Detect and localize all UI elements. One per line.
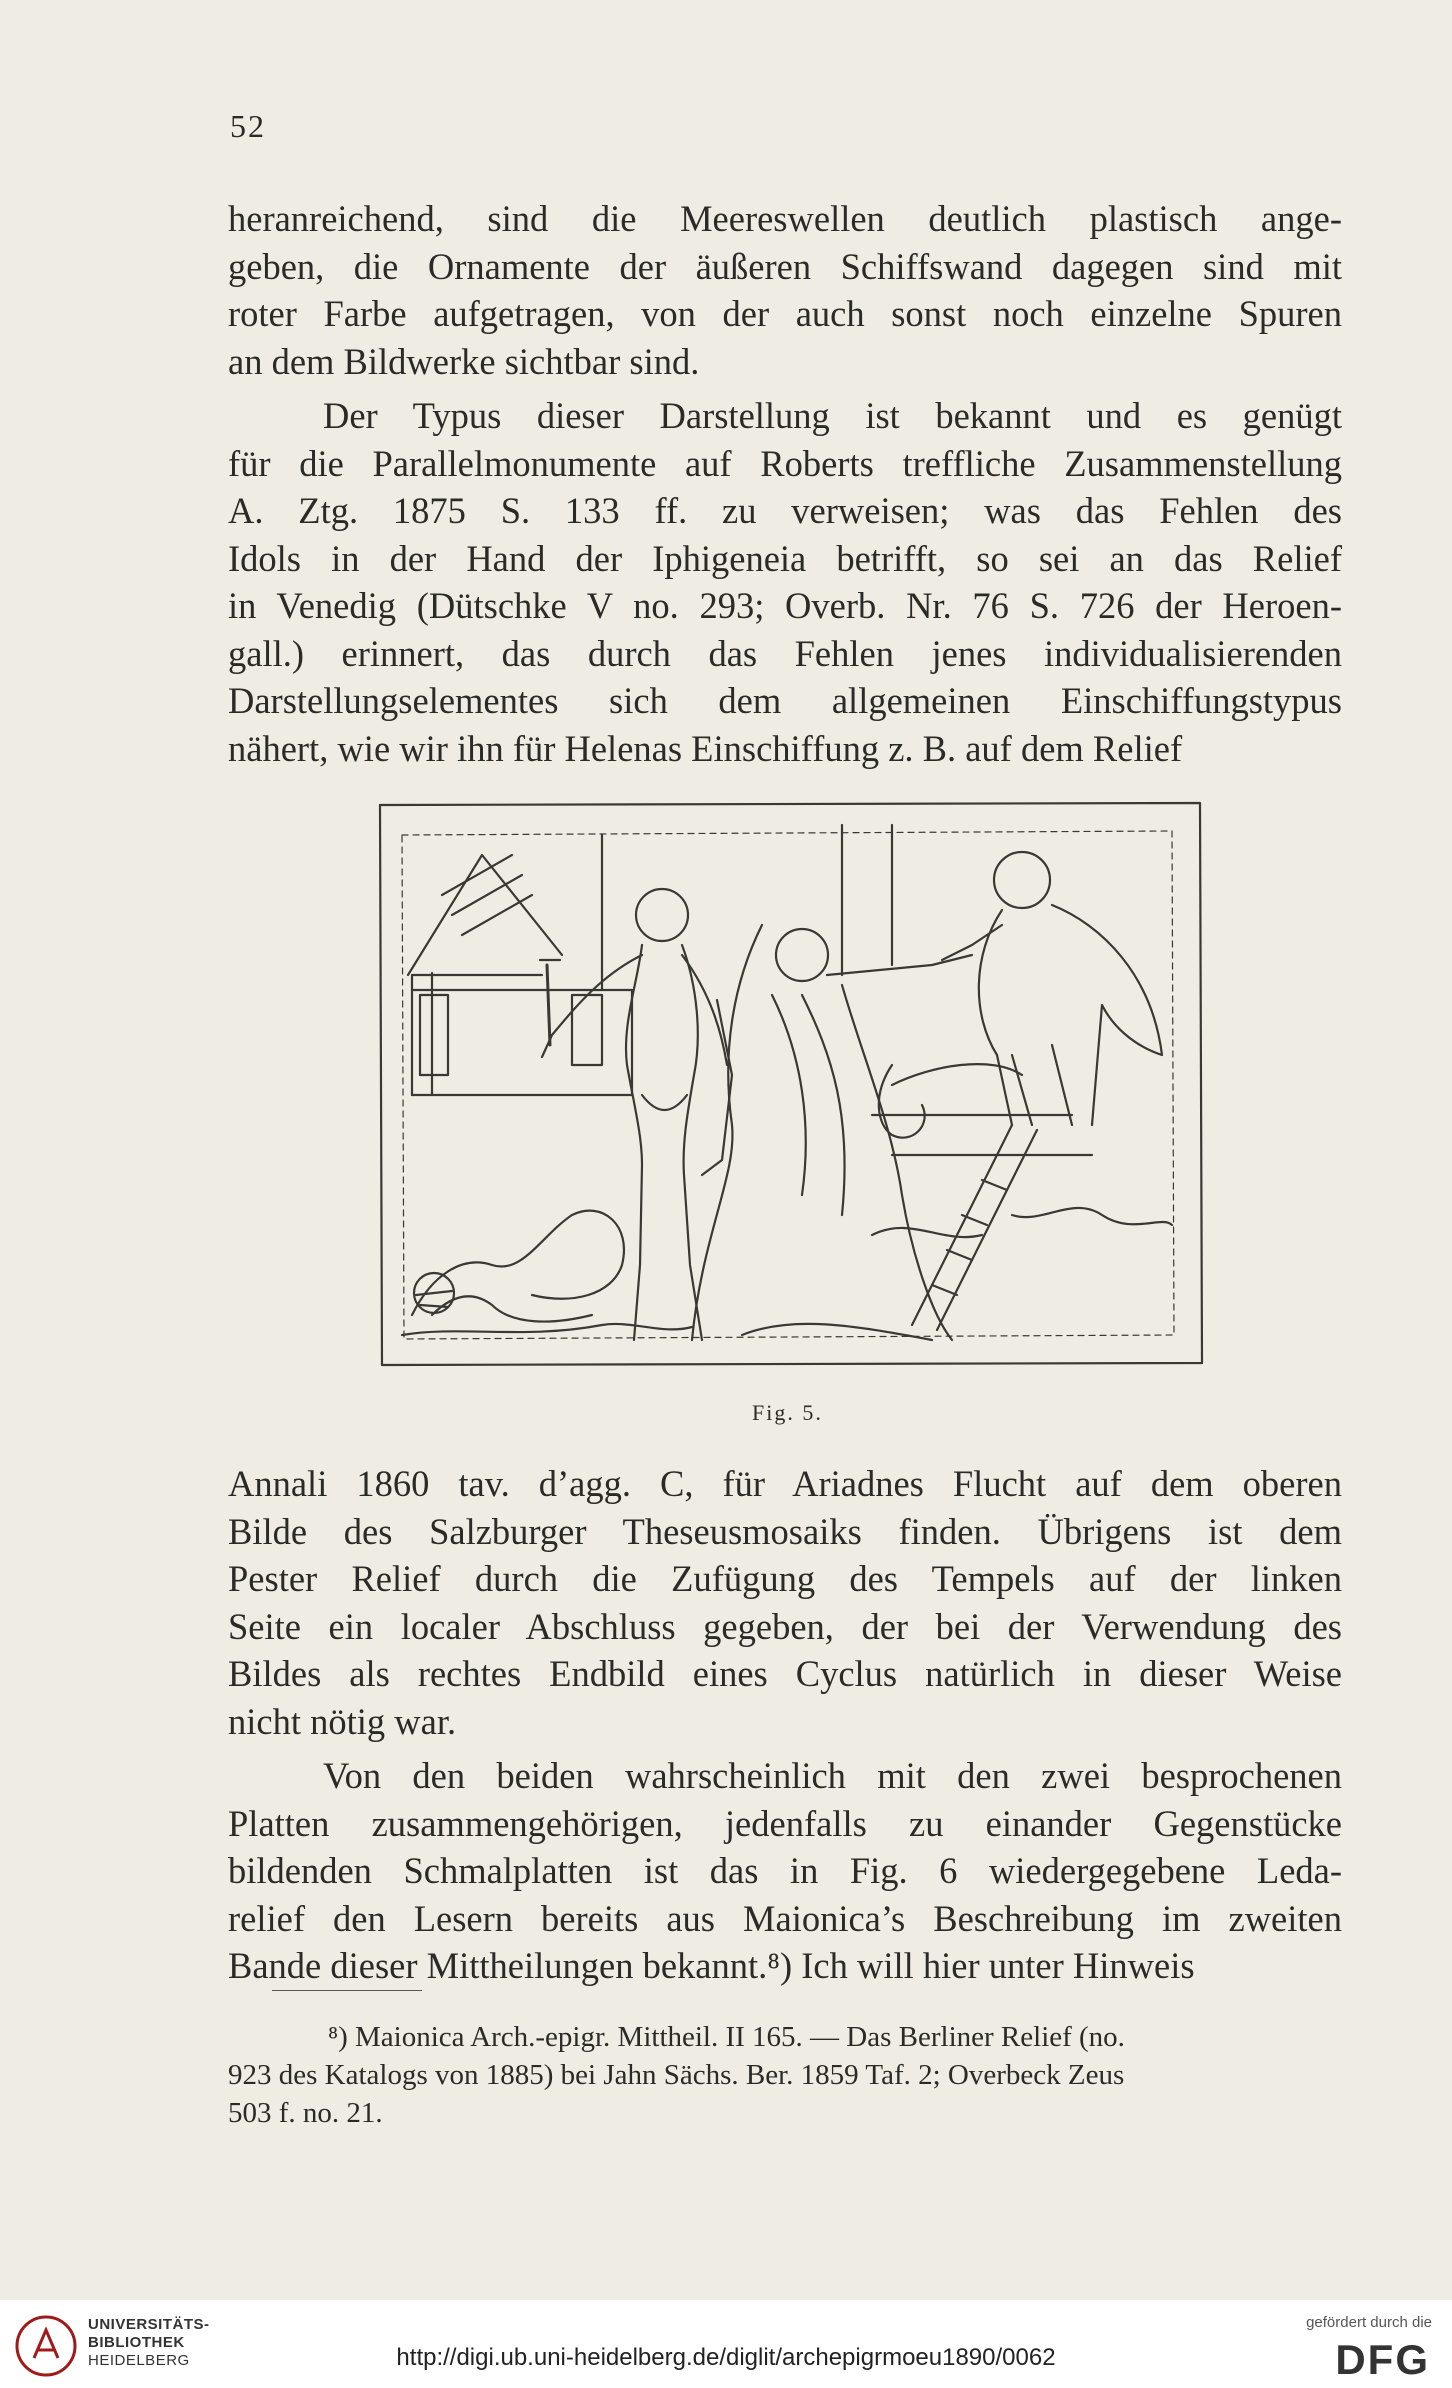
relief-illustration — [372, 795, 1208, 1370]
text-line: Idols in der Hand der Iphigeneia betrifft, so sei an das Relief — [228, 537, 1342, 579]
text-line: relief den Lesern bereits aus Maionica’s Beschreibung im zweiten — [228, 1897, 1342, 1939]
footnote-line: 923 des Katalogs von 1885) bei Jahn Sächs. Ber. 1859 Taf. 2; Overbeck Zeus — [228, 2059, 1125, 2091]
text-line: geben, die Ornamente der äußeren Schiffswand dagegen sind mit — [228, 245, 1342, 287]
dfg-logo — [1282, 2336, 1432, 2380]
text-line: Seite ein localer Abschluss gegeben, der bei der Verwendung des — [228, 1605, 1342, 1647]
text-line: Platten zusammengehörigen, jedenfalls zu einander Gegenstücke — [228, 1802, 1342, 1844]
text-line: Annali 1860 tav. d’agg. C, für Ariadnes Flucht auf dem oberen — [228, 1463, 1342, 1504]
svg-text:DFG: DFG — [1335, 2336, 1430, 2380]
text-line: Darstellungselementes sich dem allgemeinen Einschiffungstypus — [228, 680, 1342, 721]
paragraph — [228, 195, 1342, 385]
text-line: Bande dieser Mittheilungen bekannt.⁸) Ich will hier unter Hinweis — [228, 1945, 1195, 1986]
text-line: Bildes als rechtes Endbild eines Cyclus natürlich in dieser Weise — [228, 1653, 1342, 1694]
text-line: für die Parallelmonumente auf Roberts treffliche Zusammenstellung — [228, 442, 1342, 484]
footnote-line: 503 f. no. 21. — [228, 2097, 383, 2129]
text-line: Von den beiden wahrscheinlich mit den zwei besprochenen — [323, 1755, 1342, 1796]
permalink-url[interactable]: http://digi.ub.uni-heidelberg.de/diglit/archepigrmoeu1890/0062 — [396, 2344, 1056, 2371]
paragraph — [228, 392, 1342, 772]
library-name: UNIVERSITÄTS- BIBLIOTHEK HEIDELBERG — [88, 2316, 210, 2369]
page-number: 52 — [230, 108, 266, 144]
paragraph — [228, 1752, 1342, 1990]
text-line: Bilde des Salzburger Theseusmosaiks finden. Übrigens ist dem — [228, 1510, 1342, 1552]
text-line: roter Farbe aufgetragen, von der auch sonst noch einzelne Spuren — [228, 293, 1342, 334]
footnote-line: ⁸) Maionica Arch.-epigr. Mittheil. II 165. — Das Berliner Relief (no. — [328, 2021, 1125, 2053]
text-line: in Venedig (Dütschke V no. 293; Overb. Nr. 76 S. 726 der Heroen- — [228, 585, 1342, 626]
footnote-rule — [272, 1990, 422, 1991]
footnote — [228, 2018, 1342, 2132]
text-line: Pester Relief durch die Zufügung des Tempels auf der linken — [228, 1558, 1342, 1599]
text-line: A. Ztg. 1875 S. 133 ff. zu verweisen; was das Fehlen des — [228, 490, 1342, 531]
sponsor-text: gefördert durch die — [1306, 2314, 1432, 2331]
text-line: nähert, wie wir ihn für Helenas Einschiffung z. B. auf dem Relief — [228, 727, 1183, 769]
text-line: nicht nötig war. — [228, 1700, 457, 1742]
footer-bar — [0, 2300, 1452, 2388]
text-line: heranreichend, sind die Meereswellen deutlich plastisch ange- — [228, 198, 1342, 239]
figure-caption: Fig. 5. — [752, 1400, 823, 1425]
text-line: an dem Bildwerke sichtbar sind. — [228, 340, 700, 382]
text-line: bildenden Schmalplatten ist das in Fig. 6 wiedergegebene Leda- — [228, 1850, 1342, 1891]
text-line: gall.) erinnert, das durch das Fehlen jenes individualisierenden — [228, 632, 1342, 674]
paragraph — [228, 1460, 1342, 1745]
text-line: Der Typus dieser Darstellung ist bekannt und es genügt — [323, 395, 1342, 436]
